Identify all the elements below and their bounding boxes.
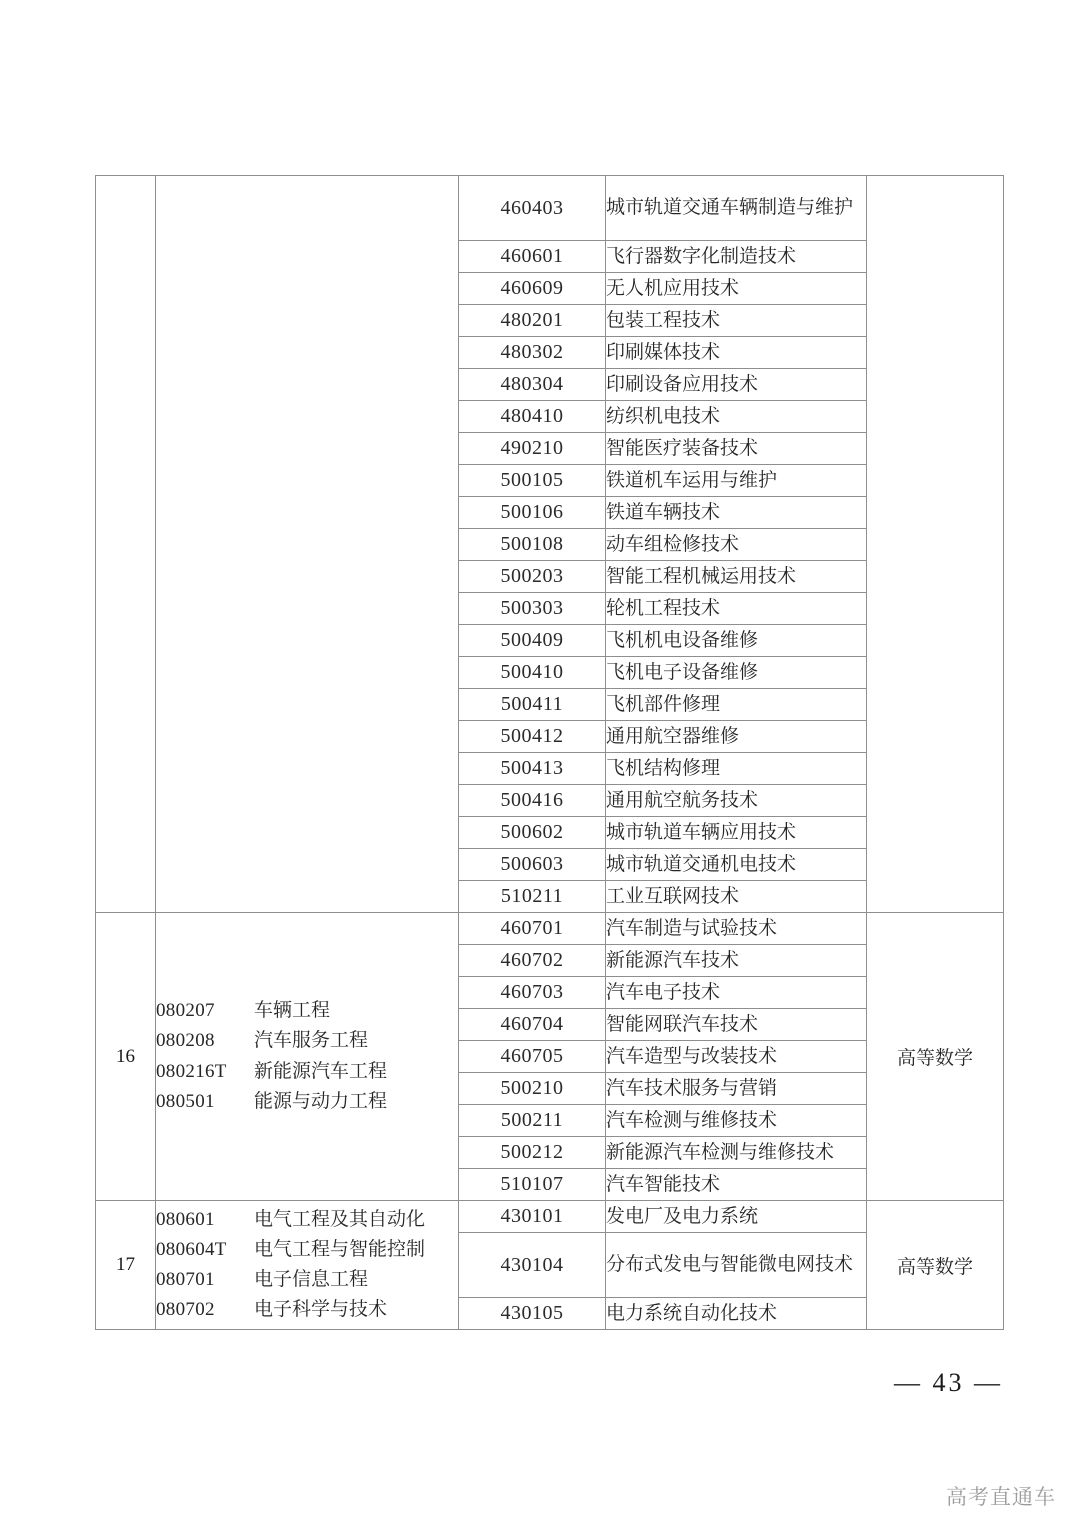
exam-subject-cell (867, 176, 1004, 913)
major-code: 080208 (156, 1030, 215, 1052)
specialty-code-cell: 480304 (459, 369, 606, 401)
specialty-code-cell: 500409 (459, 625, 606, 657)
specialty-code-cell: 460704 (459, 1009, 606, 1041)
specialty-code-cell: 460701 (459, 913, 606, 945)
specialty-name-cell: 飞机电子设备维修 (606, 657, 867, 689)
specialty-code-cell: 490210 (459, 433, 606, 465)
major-name: 电子科学与技术 (254, 1299, 388, 1321)
specialty-code-cell: 460403 (459, 176, 606, 241)
specialty-code-cell: 500603 (459, 849, 606, 881)
specialty-name-cell: 无人机应用技术 (606, 273, 867, 305)
specialty-name-cell: 新能源汽车检测与维修技术 (606, 1137, 867, 1169)
table-row (96, 913, 1004, 945)
major-code: 080702 (156, 1299, 215, 1321)
page-number: — 43 — (894, 1368, 1003, 1397)
specialty-name-cell: 新能源汽车技术 (606, 945, 867, 977)
specialty-code-cell: 460609 (459, 273, 606, 305)
specialty-name-cell: 通用航空航务技术 (606, 785, 867, 817)
major-name: 汽车服务工程 (254, 1030, 369, 1052)
major-code: 080501 (156, 1090, 215, 1112)
major-entry (156, 1057, 458, 1087)
specialty-name-cell: 汽车电子技术 (606, 977, 867, 1009)
major-name: 车辆工程 (254, 1000, 331, 1022)
table-row (96, 176, 1004, 241)
specialty-name-cell: 印刷媒体技术 (606, 337, 867, 369)
major-entry (156, 1295, 458, 1325)
specialty-code-cell: 500106 (459, 497, 606, 529)
specialty-name-cell: 城市轨道交通机电技术 (606, 849, 867, 881)
specialty-name-cell: 电力系统自动化技术 (606, 1298, 867, 1330)
specialty-name-cell: 智能网联汽车技术 (606, 1009, 867, 1041)
specialty-name-cell: 智能工程机械运用技术 (606, 561, 867, 593)
major-code: 080207 (156, 1000, 215, 1022)
specialty-code-cell: 460705 (459, 1041, 606, 1073)
watermark: 高考直通车 (946, 1486, 1056, 1509)
specialty-name-cell: 铁道车辆技术 (606, 497, 867, 529)
specialty-code-cell: 460702 (459, 945, 606, 977)
specialty-code-cell: 510211 (459, 881, 606, 913)
specialty-name-cell: 汽车技术服务与营销 (606, 1073, 867, 1105)
specialty-name-cell: 飞机机电设备维修 (606, 625, 867, 657)
major-entry (156, 1205, 458, 1235)
specialty-code-cell: 500416 (459, 785, 606, 817)
specialty-name-cell: 分布式发电与智能微电网技术 (606, 1233, 867, 1298)
major-code: 080604T (156, 1238, 227, 1260)
specialty-name-cell: 印刷设备应用技术 (606, 369, 867, 401)
specialty-code-cell: 480302 (459, 337, 606, 369)
major-correspondence-table (95, 175, 1004, 1330)
specialty-name-cell: 智能医疗装备技术 (606, 433, 867, 465)
specialty-code-cell: 500203 (459, 561, 606, 593)
major-name: 能源与动力工程 (254, 1090, 388, 1112)
specialty-name-cell: 城市轨道交通车辆制造与维护 (606, 176, 867, 241)
specialty-name-cell: 飞行器数字化制造技术 (606, 241, 867, 273)
major-code: 080701 (156, 1269, 215, 1290)
major-name: 电气工程及其自动化 (254, 1208, 426, 1230)
undergraduate-majors-cell (156, 176, 459, 913)
group-index-cell (96, 176, 156, 913)
table-row (96, 1201, 1004, 1233)
major-code: 080216T (156, 1060, 227, 1082)
specialty-code-cell: 500108 (459, 529, 606, 561)
exam-subject-cell: 高等数学 (867, 1201, 1004, 1330)
specialty-name-cell: 铁道机车运用与维护 (606, 465, 867, 497)
specialty-code-cell: 500212 (459, 1137, 606, 1169)
specialty-code-cell: 500410 (459, 657, 606, 689)
major-entry (156, 1087, 458, 1117)
specialty-code-cell: 500211 (459, 1105, 606, 1137)
specialty-name-cell: 汽车制造与试验技术 (606, 913, 867, 945)
specialty-code-cell: 510107 (459, 1169, 606, 1201)
undergraduate-majors-cell (156, 913, 459, 1201)
major-name: 电气工程与智能控制 (254, 1238, 426, 1260)
specialty-code-cell: 500412 (459, 721, 606, 753)
specialty-code-cell: 480410 (459, 401, 606, 433)
major-code: 080601 (156, 1208, 215, 1230)
specialty-name-cell: 动车组检修技术 (606, 529, 867, 561)
specialty-code-cell: 500303 (459, 593, 606, 625)
specialty-code-cell: 500413 (459, 753, 606, 785)
specialty-name-cell: 轮机工程技术 (606, 593, 867, 625)
specialty-code-cell: 480201 (459, 305, 606, 337)
specialty-name-cell: 汽车智能技术 (606, 1169, 867, 1201)
specialty-code-cell: 500411 (459, 689, 606, 721)
group-index-cell: 17 (96, 1201, 156, 1330)
major-name: 电子信息工程 (254, 1269, 369, 1290)
specialty-name-cell: 飞机结构修理 (606, 753, 867, 785)
specialty-code-cell: 430104 (459, 1233, 606, 1298)
specialty-code-cell: 500210 (459, 1073, 606, 1105)
specialty-code-cell: 500602 (459, 817, 606, 849)
major-entry (156, 1026, 458, 1056)
specialty-name-cell: 工业互联网技术 (606, 881, 867, 913)
major-entry (156, 996, 458, 1026)
major-name: 新能源汽车工程 (254, 1060, 388, 1082)
specialty-code-cell: 460703 (459, 977, 606, 1009)
exam-subject-cell: 高等数学 (867, 913, 1004, 1201)
specialty-code-cell: 500105 (459, 465, 606, 497)
group-index-cell: 16 (96, 913, 156, 1201)
specialty-code-cell: 460601 (459, 241, 606, 273)
specialty-name-cell: 通用航空器维修 (606, 721, 867, 753)
table-body (96, 176, 1004, 1330)
specialty-name-cell: 包装工程技术 (606, 305, 867, 337)
specialty-name-cell: 城市轨道车辆应用技术 (606, 817, 867, 849)
undergraduate-majors-cell (156, 1201, 459, 1330)
specialty-name-cell: 汽车检测与维修技术 (606, 1105, 867, 1137)
major-entry (156, 1265, 458, 1295)
major-entry (156, 1235, 458, 1265)
specialty-code-cell: 430105 (459, 1298, 606, 1330)
specialty-name-cell: 纺织机电技术 (606, 401, 867, 433)
specialty-name-cell: 发电厂及电力系统 (606, 1201, 867, 1233)
specialty-name-cell: 飞机部件修理 (606, 689, 867, 721)
specialty-name-cell: 汽车造型与改装技术 (606, 1041, 867, 1073)
specialty-code-cell: 430101 (459, 1201, 606, 1233)
